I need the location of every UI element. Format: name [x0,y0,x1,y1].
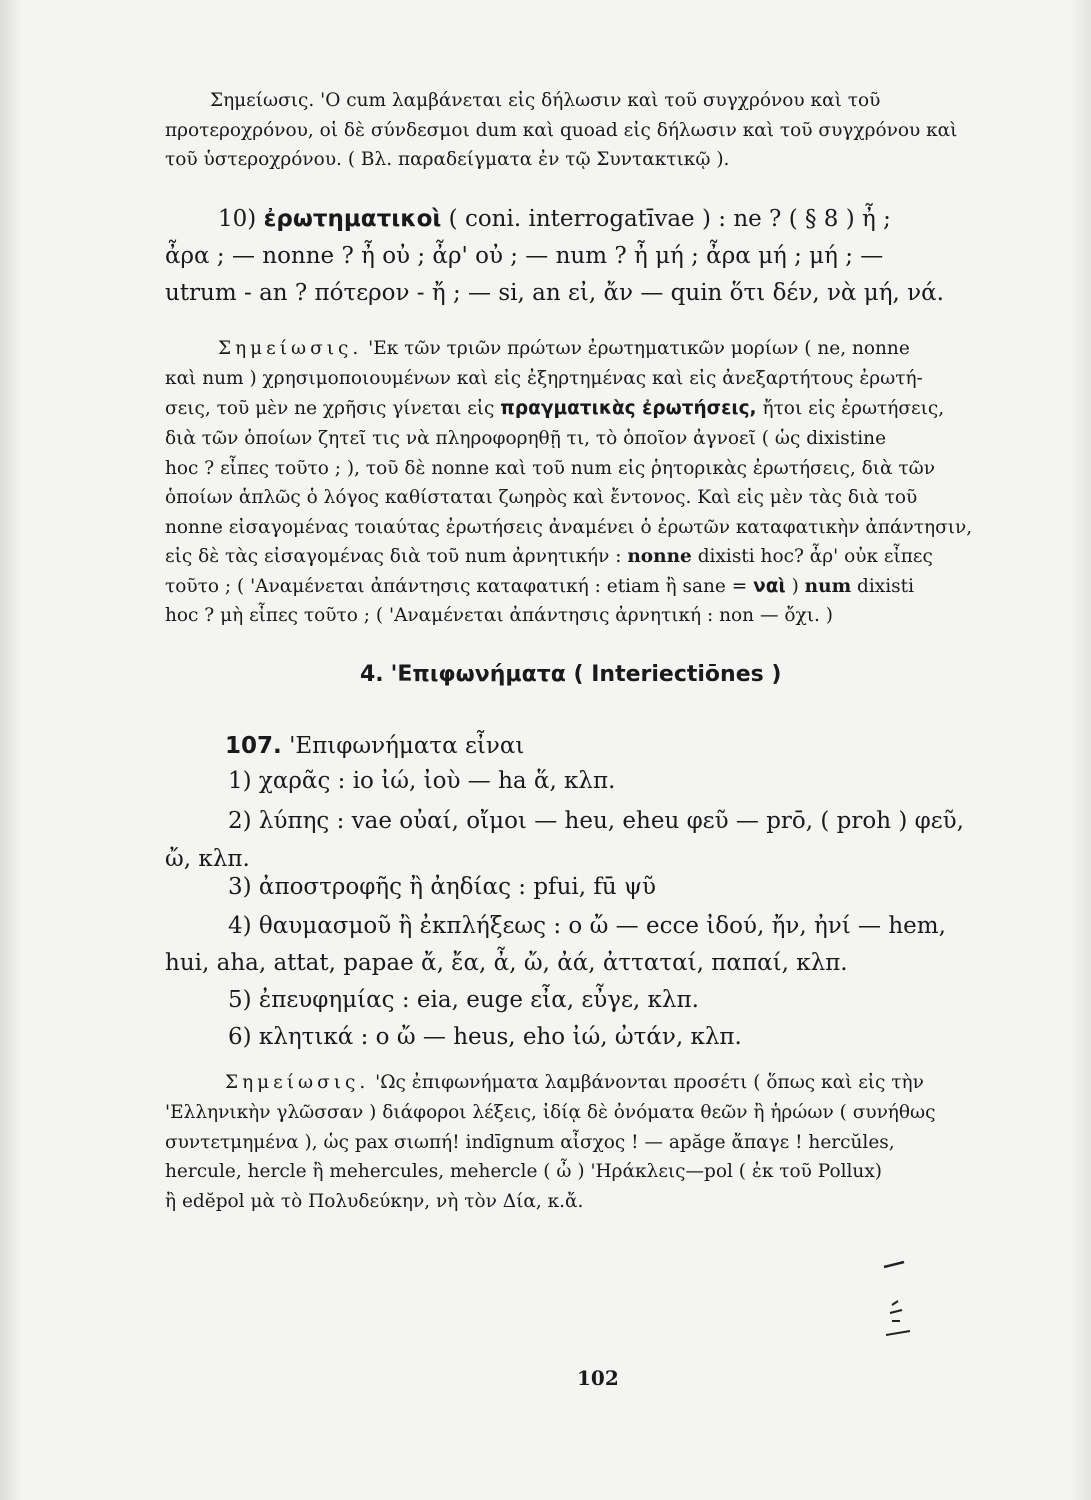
section-heading [360,662,781,687]
note-2-line: hoc ? μὴ εἶπες τοῦτο ; ( 'Αναμένεται ἀπάντησις ἀρνητική : non — ὄχι. ) [165,605,833,626]
note-3-line: 'Ελληνικὴν γλῶσσαν ) διάφοροι λέξεις, ἰδίᾳ δὲ ὀνόματα θεῶν ἢ ἡρώων ( συνήθως [165,1102,936,1123]
list-item: 5) ἐπευφημίας : eia, euge εἶα, εὖγε, κλπ. [228,987,699,1013]
page-edge-right [1071,0,1091,1500]
pen-mark [884,1262,904,1267]
note-2-emphasis: πραγματικὰς ἐρωτήσεις, [500,398,757,419]
note-2-label: Σημείωσις. [218,338,363,359]
note-2-line [165,548,933,567]
section-heading-title: 'Επιφωνήματα ( Interiectiōnes ) [390,662,782,687]
section-10-line-2: ἆρα ; — nonne ? ἦ οὐ ; ἆρ' οὐ ; — num ? ἦ μή ; ἆρα μή ; μή ; — [165,243,884,269]
paragraph-intro: 'Επιφωνήματα εἶναι [289,733,525,759]
note-2-line [165,400,944,419]
section-10-line-1 [218,208,891,231]
paragraph-107-intro-line [225,735,524,758]
note-2-text: ἤτοι εἰς ἐρωτήσεις, [762,398,945,419]
list-item: 1) χαρᾶς : io ἰώ, ἰοὺ — ha ἅ, κλπ. [228,768,616,794]
page-edge-left [0,0,22,1500]
note-2-line: διὰ τῶν ὁποίων ζητεῖ τις νὰ πληροφορηθῇ τι, τὸ ὁποῖον ἀγνοεῖ ( ὡς dixistine [165,428,887,449]
note-2-text: σεις, τοῦ μὲν ne χρῆσις γίνεται εἰς [165,398,495,419]
list-item: 4) θαυμασμοῦ ἢ ἐκπλήξεως : o ὤ — ecce ἰδού, ἤν, ἠνί — hem, [228,913,946,939]
note-2-line [218,340,910,359]
section-10-line-1-rest: ( coni. interrogatīvae ) : ne ? ( § 8 ) ἦ ; [448,206,891,232]
page-number: 102 [577,1366,619,1390]
note-3-label: Σημείωσις. [225,1072,370,1093]
section-10-number: 10) [218,206,257,232]
section-10-line-3: utrum - an ? πότερον - ἤ ; — si, an εἰ, ἄν — quin ὅτι δέν, νὰ μή, νά. [165,280,944,306]
note-2-line: hoc ? εἶπες τοῦτο ; ), τοῦ δὲ nonne καὶ τοῦ num εἰς ῥητορικὰς ἐρωτήσεις, διὰ τῶν [165,458,935,479]
list-item: ὤ, κλπ. [165,846,250,872]
note-2-line [165,578,914,597]
note-2-line: ὁποίων ἁπλῶς ὁ λόγος καθίσταται ζωηρὸς καὶ ἔντονος. Καὶ εἰς μὲν τὰς διὰ τοῦ [165,487,918,508]
list-item: hui, aha, attat, papae ἄ, ἔα, ἆ, ὤ, ἀά, ἀτταταί, παπαί, κλπ. [165,950,848,976]
note-2-line: καὶ num ) χρησιμοποιουμένων καὶ εἰς ἐξηρτημένας καὶ εἰς ἀνεξαρτήτους ἐρωτή- [165,368,923,389]
note-3-line: συντετμημένα ), ὡς pax σιωπή! indīgnum αἶσχος ! — apăge ἄπαγε ! hercŭles, [165,1132,895,1153]
note-1-line: προτεροχρόνου, οἱ δὲ σύνδεσμοι dum καὶ quoad εἰς δήλωσιν καὶ τοῦ συγχρόνου καὶ [165,120,958,141]
list-item: 6) κλητικά : o ὤ — heus, eho ἰώ, ὠτάν, κλπ. [228,1024,742,1050]
note-2-text: 'Εκ τῶν τριῶν πρώτων ἐρωτηματικῶν μορίων ( ne, nonne [368,338,910,359]
note-2-emphasis: nonne [627,546,692,567]
note-1-line: τοῦ ὑστεροχρόνου. ( Βλ. παραδείγματα ἐν τῷ Συντακτικῷ ). [165,149,730,170]
note-1-line: Σημείωσις. 'Ο cum λαμβάνεται εἰς δήλωσιν καὶ τοῦ συγχρόνου καὶ τοῦ [210,90,881,111]
list-item: 3) ἀποστροφῆς ἢ ἀηδίας : pfui, fū ψῦ [228,874,657,900]
pen-mark [886,1301,910,1335]
note-3-text: 'Ως ἐπιφωνήματα λαμβάνονται προσέτι ( ὅπως καὶ εἰς τὴν [375,1072,924,1093]
section-10-term: ἐρωτηματικοὶ [263,206,442,232]
note-2-text: dixisti [857,576,915,597]
note-2-text: ) [791,576,799,597]
note-3-line: ἢ edĕpol μὰ τὸ Πολυδεύκην, νὴ τὸν Δία, κ.ἄ. [165,1191,584,1212]
note-3-line [225,1074,924,1093]
note-2-text: εἰς δὲ τὰς εἰσαγομένας διὰ τοῦ num ἀρνητικήν : [165,546,622,567]
note-2-text: dixisti hoc? ἆρ' οὐκ εἶπες [697,546,933,567]
section-heading-number: 4. [360,662,384,687]
note-3-line: hercule, hercle ἢ mehercules, mehercle ( ὦ ) 'Ηράκλεις—pol ( ἐκ τοῦ Pollux) [165,1161,883,1182]
note-2-emphasis: ναὶ [753,576,786,597]
note-2-line: nonne εἰσαγομένας τοιαύτας ἐρωτήσεις ἀναμένει ὁ ἐρωτῶν καταφατικὴν ἀπάντησιν, [165,517,973,538]
pen-marks [880,1255,920,1355]
list-item: 2) λύπης : vae οὐαί, οἴμοι — heu, eheu φεῦ — prō, ( proh ) φεῦ, [228,808,964,834]
note-2-emphasis: num [804,576,852,597]
paragraph-number: 107. [225,733,282,759]
note-2-text: τοῦτο ; ( 'Αναμένεται ἀπάντησις καταφατική : etiam ἢ sane = [165,576,748,597]
